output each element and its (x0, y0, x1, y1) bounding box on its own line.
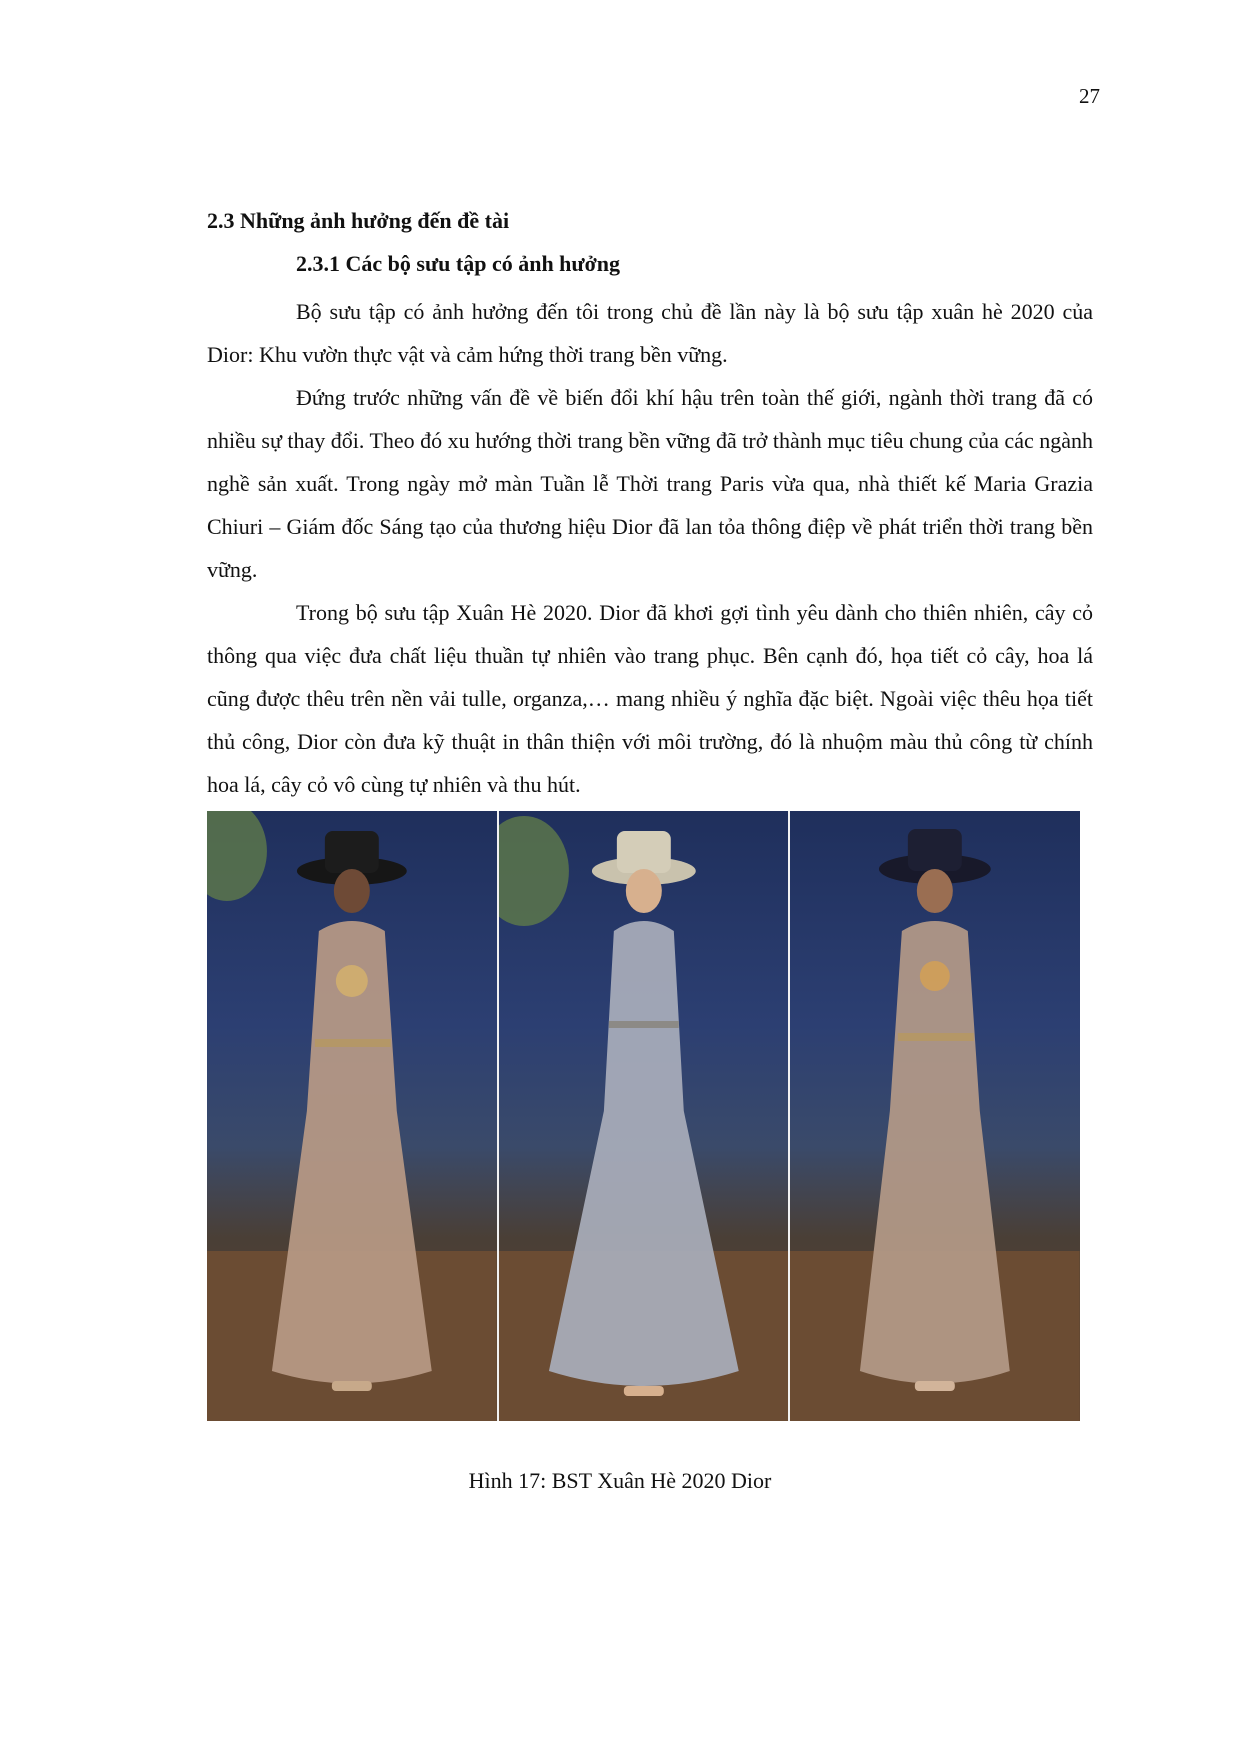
runway-photo-right (790, 811, 1080, 1421)
section-heading: 2.3 Những ảnh hưởng đến đề tài (207, 208, 510, 233)
runway-photo-left (207, 811, 497, 1421)
model-illustration-left (207, 811, 497, 1421)
runway-photo-middle (499, 811, 789, 1421)
figure-caption: Hình 17: BST Xuân Hè 2020 Dior (468, 1468, 772, 1493)
subsection-heading: 2.3.1 Các bộ sưu tập có ảnh hưởng (296, 251, 621, 276)
paragraph-1: Bộ sưu tập có ảnh hưởng đến tôi trong chủ đề lần này là bộ sưu tập xuân hè 2020 của Dior: Khu vườn thực vật và cảm hứng thời trang bền vững. (207, 299, 1093, 367)
model-illustration-middle (499, 811, 789, 1421)
model-illustration-right (790, 811, 1080, 1421)
page-number: 27 (1079, 84, 1100, 108)
paragraph-3: Trong bộ sưu tập Xuân Hè 2020. Dior đã khơi gợi tình yêu dành cho thiên nhiên, cây cỏ thông qua việc đưa chất liệu thuần tự nhiên vào trang phục. Bên cạnh đó, họa tiết cỏ cây, hoa lá cũng được thêu trên nền vải tulle, organza,… mang nhiều ý nghĩa đặc biệt. Ngoài việc thêu họa tiết thủ công, Dior còn đưa kỹ thuật in thân thiện với môi trường, đó là nhuộm màu thủ công từ chính hoa lá, cây cỏ vô cùng tự nhiên và thu hút. (207, 600, 1093, 797)
paragraph-2: Đứng trước những vấn đề về biến đổi khí hậu trên toàn thế giới, ngành thời trang đã có nhiều sự thay đổi. Theo đó xu hướng thời trang bền vững đã trở thành mục tiêu chung của các ngành nghề sản xuất. Trong ngày mở màn Tuần lễ Thời trang Paris vừa qua, nhà thiết kế Maria Grazia Chiuri – Giám đốc Sáng tạo của thương hiệu Dior đã lan tỏa thông điệp về phát triển thời trang bền vững. (207, 385, 1093, 582)
runway-photo-figure (207, 811, 1080, 1421)
